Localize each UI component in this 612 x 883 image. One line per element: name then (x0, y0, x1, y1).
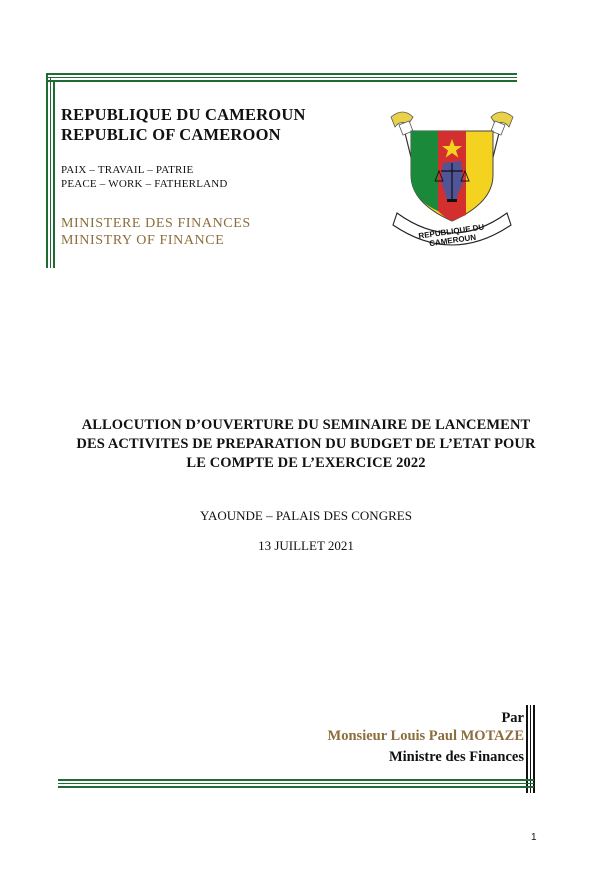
document-title-line-3: LE COMPTE DE L’EXERCICE 2022 (186, 455, 426, 471)
motto-fr: PAIX – TRAVAIL – PATRIE (61, 164, 194, 176)
event-date: 13 JUILLET 2021 (258, 538, 354, 553)
signatory-role: Ministre des Finances (388, 749, 524, 765)
ministry-name-en: MINISTRY OF FINANCE (61, 233, 225, 248)
country-name-fr: REPUBLIQUE DU CAMEROUN (61, 105, 306, 124)
signatory-name: Monsieur Louis Paul MOTAZE (327, 728, 524, 744)
page-number: 1 (531, 832, 537, 843)
coat-of-arms-emblem (383, 103, 521, 253)
coat-of-arms-ribbon-text: REPUBLIQUE DU CAMEROUN (417, 222, 485, 249)
signature-by: Par (501, 710, 524, 726)
ministry-name-fr: MINISTERE DES FINANCES (61, 216, 251, 231)
document-title-line-1: ALLOCUTION D’OUVERTURE DU SEMINAIRE DE LANCEMENT (81, 417, 531, 433)
event-location: YAOUNDE – PALAIS DES CONGRES (200, 508, 412, 523)
country-name-en: REPUBLIC OF CAMEROON (61, 125, 281, 144)
document-title-line-2: DES ACTIVITES DE PREPARATION DU BUDGET DE L’ETAT POUR (76, 436, 536, 452)
motto-en: PEACE – WORK – FATHERLAND (61, 178, 228, 190)
